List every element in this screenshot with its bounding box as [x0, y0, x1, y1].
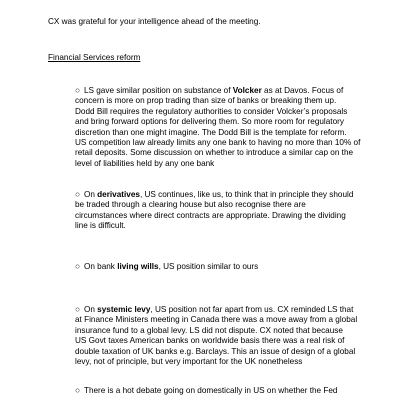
- bold-term: living wills: [117, 262, 159, 271]
- bullet-icon: ○: [75, 386, 80, 395]
- text-line: level of liabilities held by any one bank: [75, 158, 215, 168]
- bullet-icon: ○: [75, 86, 80, 95]
- text-segment: LS gave similar position on substance of: [83, 86, 233, 95]
- text-segment: , US position not far apart from us. CX reminded LS that: [150, 305, 354, 314]
- text-line: at Finance Ministers meeting in Canada there was a move away from a global: [75, 315, 358, 325]
- intro-paragraph: CX was grateful for your intelligence ahead of the meeting.: [48, 17, 261, 26]
- bullet-first-line: [75, 86, 390, 96]
- text-line: circumstances where direct contracts are appropriate. Drawing the dividing: [75, 210, 346, 220]
- bullet-first-line: [75, 262, 390, 272]
- bullet-icon: ○: [75, 262, 80, 271]
- text-line: US competition law already limits any one bank to having no more than 10% of: [75, 138, 361, 148]
- text-segment: On: [83, 305, 98, 314]
- text-segment: , US position similar to ours: [158, 262, 259, 271]
- text-line: double taxation of UK banks e.g. Barclays. This an issue of design of a global: [75, 346, 356, 356]
- text-line: retail deposits. Some discussion on whether to introduce a similar cap on the: [75, 148, 354, 158]
- bullet-icon: ○: [75, 190, 80, 199]
- bullet-icon: ○: [75, 305, 80, 314]
- text-line: Dodd Bill requires the regulatory authorities to consider Volcker’s proposals: [75, 106, 348, 116]
- text-line: insurance fund to a global levy. LS did not dispute. CX noted that because: [75, 325, 343, 335]
- text-segment: On: [83, 190, 98, 199]
- bullet-item-derivatives: [75, 190, 390, 232]
- text-line: line is difficult.: [75, 221, 126, 231]
- text-line: US Govt taxes American banks on worldwide basis there was a real risk of: [75, 336, 345, 346]
- bullet-first-line: [75, 305, 390, 315]
- bold-term: derivatives: [97, 190, 140, 199]
- text-line: and bring forward options for delivering them. So more room for regulatory: [75, 117, 344, 127]
- text-segment: as at Davos. Focus of: [261, 86, 344, 95]
- text-segment: There is a hot debate going on domestically in US on whether the Fed: [83, 386, 338, 395]
- bold-term: Volcker: [232, 86, 262, 95]
- text-line: be traded through a clearing house but also recognise there are: [75, 200, 306, 210]
- section-heading: Financial Services reform: [48, 53, 141, 62]
- text-line: concern is more on prop trading than size of banks or breaking them up.: [75, 96, 337, 106]
- bullet-first-line: [75, 190, 390, 200]
- text-segment: On bank: [83, 262, 118, 271]
- text-line: levy, not of principle, but very important for the UK nonetheless: [75, 357, 303, 367]
- bold-term: systemic levy: [97, 305, 151, 314]
- text-segment: , US continues, like us, to think that in principle they should: [139, 190, 354, 199]
- bullet-item-fed-debate: [75, 386, 390, 396]
- text-line: discretion than one might imagine. The Dodd Bill is the template for reform.: [75, 127, 347, 137]
- bullet-first-line: [75, 386, 390, 396]
- bullet-item-volcker: [75, 86, 390, 169]
- bullet-item-systemic-levy: [75, 305, 390, 367]
- bullet-item-living-wills: [75, 262, 390, 272]
